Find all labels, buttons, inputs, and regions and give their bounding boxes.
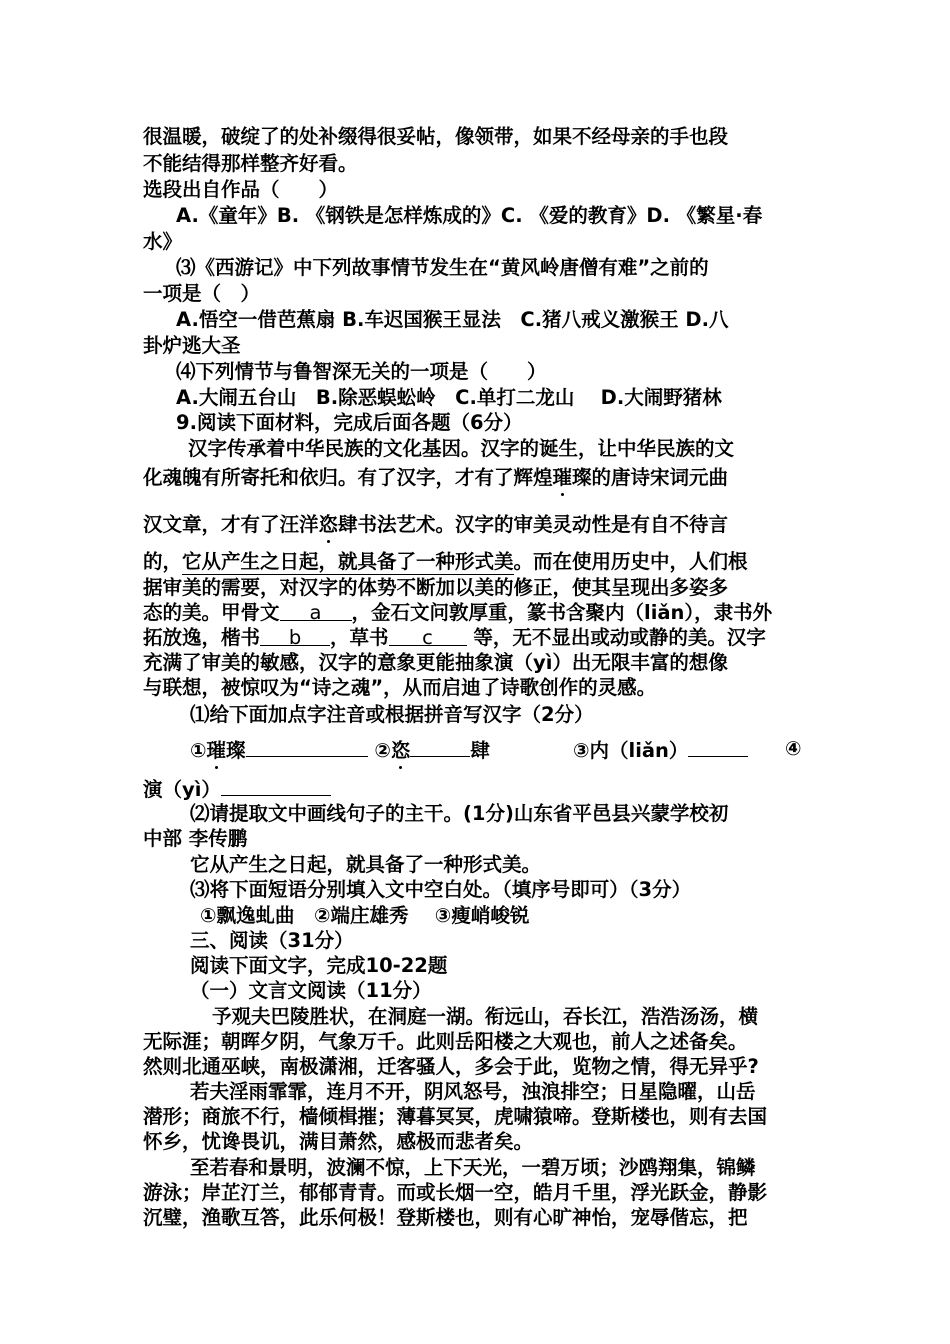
text-span: 的， bbox=[143, 550, 183, 573]
blank-c: c bbox=[389, 625, 467, 646]
text-span: 汉文章，才有了汪洋 bbox=[143, 513, 319, 536]
classical-text-line: 怀乡，忧谗畏讥，满目萧然，感极而悲者矣。 bbox=[143, 1130, 534, 1153]
instruction: 阅读下面文字，完成10-22题 bbox=[190, 954, 448, 977]
classical-text-line: 沉璧，渔歌互答，此乐何极！登斯楼也，则有心旷神怡，宠辱偕忘，把 bbox=[143, 1206, 748, 1229]
sub-section-heading: （一）文言文阅读（11分） bbox=[190, 979, 432, 1002]
passage-line: 据审美的需要，对汉字的体势不断加以美的修正，使其呈现出多姿多 bbox=[143, 576, 729, 599]
passage-line bbox=[143, 549, 748, 575]
classical-text-line: 至若春和景明，波澜不惊，上下天光，一碧万顷；沙鸥翔集，锦鳞 bbox=[190, 1156, 756, 1179]
classical-text-line: 无际涯；朝晖夕阴，气象万千。此则岳阳楼之大观也，前人之述备矣。 bbox=[143, 1030, 748, 1053]
text-span: 璨 bbox=[226, 739, 246, 762]
classical-text-line: 予观夫巴陵胜状，在洞庭一湖。衔远山，吞长江，浩浩汤汤，横 bbox=[212, 1005, 759, 1028]
passage-line: 与联想，被惊叹为“诗之魂”，从而启迪了诗歌创作的灵感。 bbox=[143, 676, 657, 699]
classical-text-line: 然则北通巫峡，南极潇湘，迁客骚人，多会于此，览物之情，得无异乎? bbox=[143, 1055, 759, 1078]
text-line: 中部 李传鹏 bbox=[143, 827, 248, 850]
text-span: ① bbox=[190, 739, 207, 762]
question-3: ⑶《西游记》中下列故事情节发生在“黄风岭唐僧有难”之前的 bbox=[176, 256, 709, 279]
passage-line bbox=[143, 512, 728, 538]
blank-a: a bbox=[280, 600, 352, 621]
passage-line bbox=[143, 465, 728, 491]
text-line: 一项是（ ） bbox=[143, 282, 261, 305]
text-span: 态的美。甲骨文 bbox=[143, 601, 280, 624]
answer-blank bbox=[410, 736, 470, 757]
text-span: 拓放逸，楷书 bbox=[143, 626, 261, 649]
text-line: 水》 bbox=[143, 230, 183, 253]
dotted-char: 璀 bbox=[206, 739, 227, 762]
question-stem: 选段出自作品（ ） bbox=[143, 178, 339, 201]
dotted-char: 恣 bbox=[390, 739, 411, 762]
passage-line: 充满了审美的敏感，汉字的意象更能抽象演（yì）出无限丰富的想像 bbox=[143, 651, 728, 674]
classical-text-line: 潜形；商旅不行，樯倾楫摧；薄暮冥冥，虎啸猿啼。登斯楼也，则有去国 bbox=[143, 1105, 768, 1128]
text-span: 肆 bbox=[470, 739, 490, 762]
dotted-char: 恣 bbox=[318, 513, 339, 536]
text-span: ③内（liǎn） bbox=[573, 739, 689, 762]
sub-question-2: ⑵请提取文中画线句子的主干。(1分)山东省平邑县兴蒙学校初 bbox=[190, 802, 729, 825]
text-span: 。而在使用历史中，人们根 bbox=[513, 550, 748, 573]
text-span: 的唐诗宋词元曲 bbox=[591, 466, 729, 489]
blank-b: b bbox=[260, 625, 330, 646]
question-9-heading: 9.阅读下面材料，完成后面各题（6分） bbox=[176, 411, 523, 434]
fill-in-line: ④ bbox=[785, 737, 802, 760]
text-line: 不能结得那样整齐好看。 bbox=[143, 152, 358, 175]
fill-in-line bbox=[143, 775, 331, 803]
fill-in-line bbox=[573, 736, 748, 764]
text-span: 化魂魄有所寄托和依归。有了汉字，才有了辉煌 bbox=[143, 466, 553, 489]
question-4: ⑷下列情节与鲁智深无关的一项是（ ） bbox=[176, 360, 547, 383]
fill-in-line bbox=[190, 736, 490, 764]
text-span: 肆书法艺术。汉字的审美灵动性是有自不待言 bbox=[338, 513, 729, 536]
text-span: 演（yì） bbox=[143, 778, 221, 801]
answer-options: A.悟空一借芭蕉扇 B.车迟国猴王显法 C.猪八戒义激猴王 D.八 bbox=[176, 308, 729, 331]
text-line: 卦炉逃大圣 bbox=[143, 334, 241, 357]
text-span: ，草书 bbox=[330, 626, 389, 649]
underlined-sentence: 它从产生之日起，就具备了一种形式美 bbox=[182, 550, 514, 573]
sub-question-3: ⑶将下面短语分别填入文中空白处。（填序号即可）（3分） bbox=[190, 878, 692, 901]
text-span: 等，无不显出或动或静的美。汉字 bbox=[466, 626, 766, 649]
text-span: ② bbox=[367, 739, 391, 762]
sub-question-1: ⑴给下面加点字注音或根据拼音写汉字（2分） bbox=[190, 703, 594, 726]
classical-text-line: 若夫淫雨霏霏，连月不开，阴风怒号，浊浪排空；日星隐曜，山岳 bbox=[190, 1080, 756, 1103]
answer-blank bbox=[246, 736, 368, 757]
section-heading: 三、阅读（31分） bbox=[190, 929, 354, 952]
classical-text-line: 游泳；岸芷汀兰，郁郁青青。而或长烟一空，皓月千里，浮光跃金，静影 bbox=[143, 1181, 768, 1204]
dotted-char: 璀 bbox=[552, 466, 573, 489]
answer-blank bbox=[688, 736, 748, 757]
text-line: 很温暖，破绽了的处补缀得很妥帖，像领带，如果不经母亲的手也段 bbox=[143, 125, 729, 148]
text-span: 璨 bbox=[572, 466, 592, 489]
answer-options: A.《童年》B. 《钢铁是怎样炼成的》C. 《爱的教育》D. 《繁星·春 bbox=[176, 204, 763, 227]
answer-options: A.大闹五台山 B.除恶蜈蚣岭 C.单打二龙山 D.大闹野猪林 bbox=[176, 386, 722, 409]
passage-line bbox=[143, 600, 772, 626]
passage-line bbox=[143, 625, 766, 651]
answer-blank bbox=[221, 775, 331, 796]
quoted-sentence: 它从产生之日起，就具备了一种形式美。 bbox=[190, 853, 542, 876]
phrase-options: ①飘逸虬曲 ②端庄雄秀 ③瘦峭峻锐 bbox=[200, 904, 530, 927]
passage-line: 汉字传承着中华民族的文化基因。汉字的诞生，让中华民族的文 bbox=[188, 437, 735, 460]
text-span: ，金石文问敦厚重，篆书含聚内（liǎn），隶书外 bbox=[351, 601, 773, 624]
